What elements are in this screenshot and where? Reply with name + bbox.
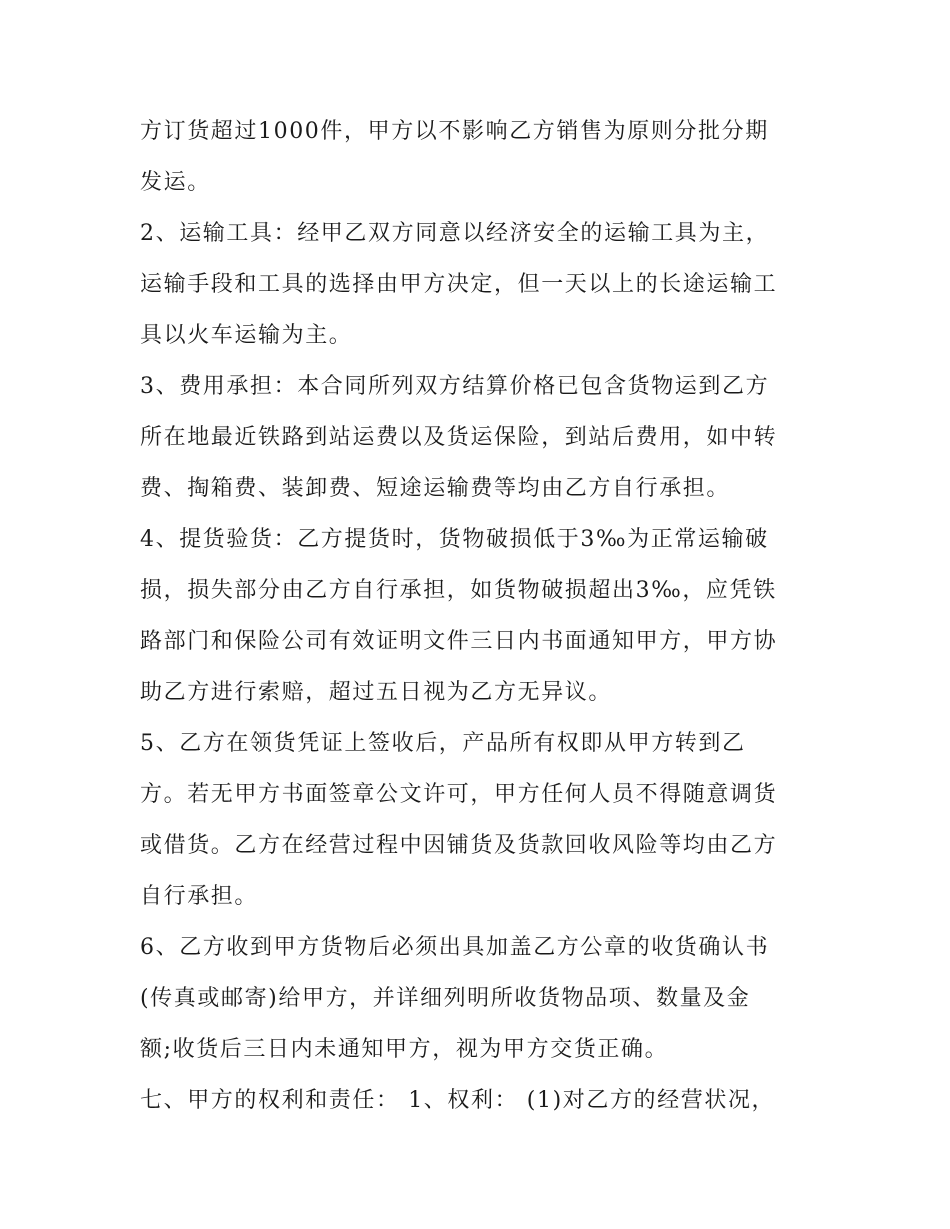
contract-text-block bbox=[140, 106, 830, 1126]
text-line: 七、甲方的权利和责任： 1、权利： (1)对乙方的经营状况， bbox=[140, 1088, 776, 1113]
text-line: 4、提货验货：乙方提货时，货物破损低于3‰为正常运输破 bbox=[140, 527, 769, 552]
text-line: 6、乙方收到甲方货物后必须出具加盖乙方公章的收货确认书 bbox=[140, 935, 770, 960]
text-line: 或借货。乙方在经营过程中因铺货及货款回收风险等均由乙方 bbox=[140, 833, 778, 858]
text-line: 自行承担。 bbox=[140, 884, 259, 909]
text-line: 路部门和保险公司有效证明文件三日内书面通知甲方，甲方协 bbox=[140, 629, 778, 654]
text-line: 具以火车运输为主。 bbox=[140, 323, 353, 348]
text-line: 方订货超过1000件，甲方以不影响乙方销售为原则分批分期 bbox=[140, 119, 769, 144]
text-line: 所在地最近铁路到站运费以及货运保险，到站后费用，如中转 bbox=[140, 425, 778, 450]
text-line: 2、运输工具：经甲乙双方同意以经济安全的运输工具为主， bbox=[140, 221, 770, 246]
text-line: 额;收货后三日内未通知甲方，视为甲方交货正确。 bbox=[140, 1037, 669, 1062]
text-line: (传真或邮寄)给甲方，并详细列明所收货物品项、数量及金 bbox=[140, 986, 751, 1011]
text-line: 运输手段和工具的选择由甲方决定，但一天以上的长途运输工 bbox=[140, 272, 778, 297]
text-line: 发运。 bbox=[140, 170, 211, 195]
text-line: 5、乙方在领货凭证上签收后，产品所有权即从甲方转到乙 bbox=[140, 731, 746, 756]
text-line: 损，损失部分由乙方自行承担，如货物破损超出3‰，应凭铁 bbox=[140, 578, 777, 603]
text-line: 方。若无甲方书面签章公文许可，甲方任何人员不得随意调货 bbox=[140, 782, 778, 807]
text-line: 助乙方进行索赔，超过五日视为乙方无异议。 bbox=[140, 680, 613, 705]
text-line: 费、掏箱费、装卸费、短途运输费等均由乙方自行承担。 bbox=[140, 476, 731, 501]
text-line: 3、费用承担：本合同所列双方结算价格已包含货物运到乙方 bbox=[140, 374, 770, 399]
